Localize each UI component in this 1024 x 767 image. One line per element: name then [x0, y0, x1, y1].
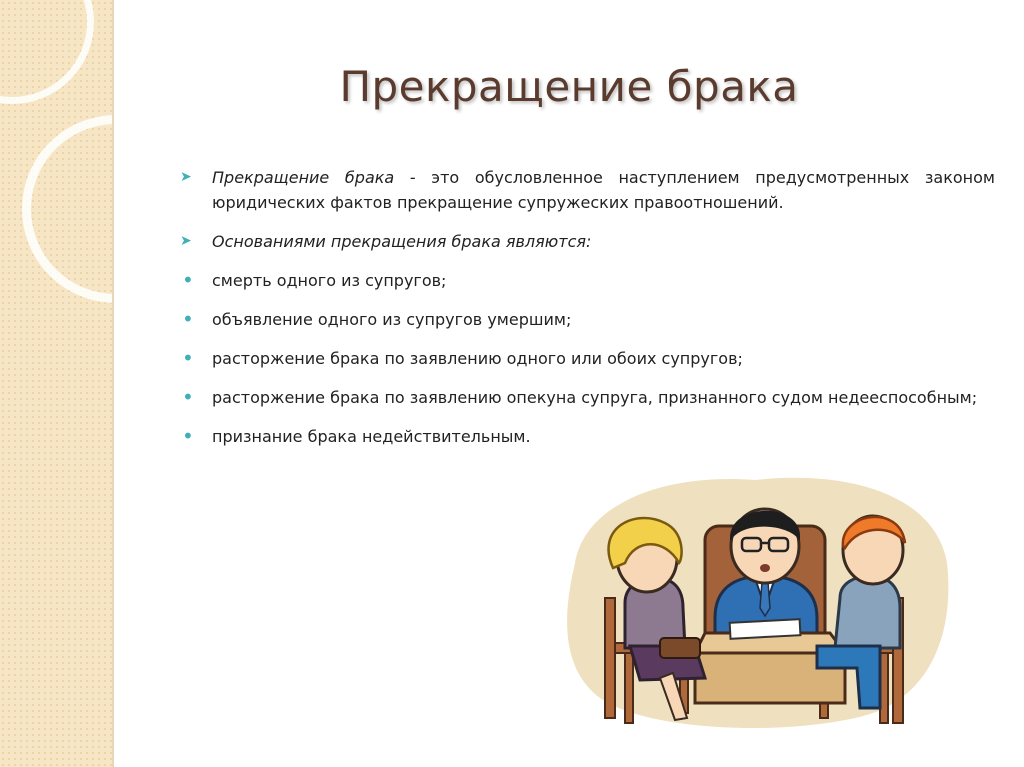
list-item	[180, 346, 995, 371]
dot-bullet-icon: •	[182, 385, 194, 409]
list-item	[180, 424, 995, 449]
definition-text	[212, 165, 995, 215]
list-item	[180, 307, 995, 332]
sidebar-divider	[112, 0, 114, 767]
ground-text: объявление одного из супругов умершим;	[212, 310, 572, 329]
arrow-bullet-icon: ➤	[180, 169, 192, 185]
definition-item	[180, 165, 995, 215]
grounds-heading-item	[180, 229, 995, 254]
dot-bullet-icon: •	[182, 346, 194, 370]
ground-text: смерть одного из супругов;	[212, 271, 447, 290]
ground-text: расторжение брака по заявлению одного или обоих супругов;	[212, 349, 743, 368]
definition-rest: - это обусловленное наступлением предусмотренных законом юридических фактов прекращение супружеских правоотношений.	[212, 168, 995, 212]
arrow-bullet-icon: ➤	[180, 233, 192, 249]
slide-title: Прекращение брака	[339, 62, 799, 111]
divorce-meeting-illustration	[555, 468, 955, 738]
list-item	[180, 385, 995, 410]
dot-bullet-icon: •	[182, 268, 194, 292]
dot-bullet-icon: •	[182, 424, 194, 448]
dot-bullet-icon: •	[182, 307, 194, 331]
definition-term: Прекращение брака	[212, 168, 395, 187]
slide-content	[180, 165, 995, 463]
list-item	[180, 268, 995, 293]
decorative-sidebar	[0, 0, 112, 767]
decorative-ring-middle	[22, 115, 112, 303]
ground-text: расторжение брака по заявлению опекуна супруга, признанного судом недееспособным;	[212, 388, 978, 407]
decorative-ring-top	[0, 0, 94, 104]
ground-text: признание брака недействительным.	[212, 427, 531, 446]
grounds-heading: Основаниями прекращения брака являются:	[212, 232, 592, 251]
